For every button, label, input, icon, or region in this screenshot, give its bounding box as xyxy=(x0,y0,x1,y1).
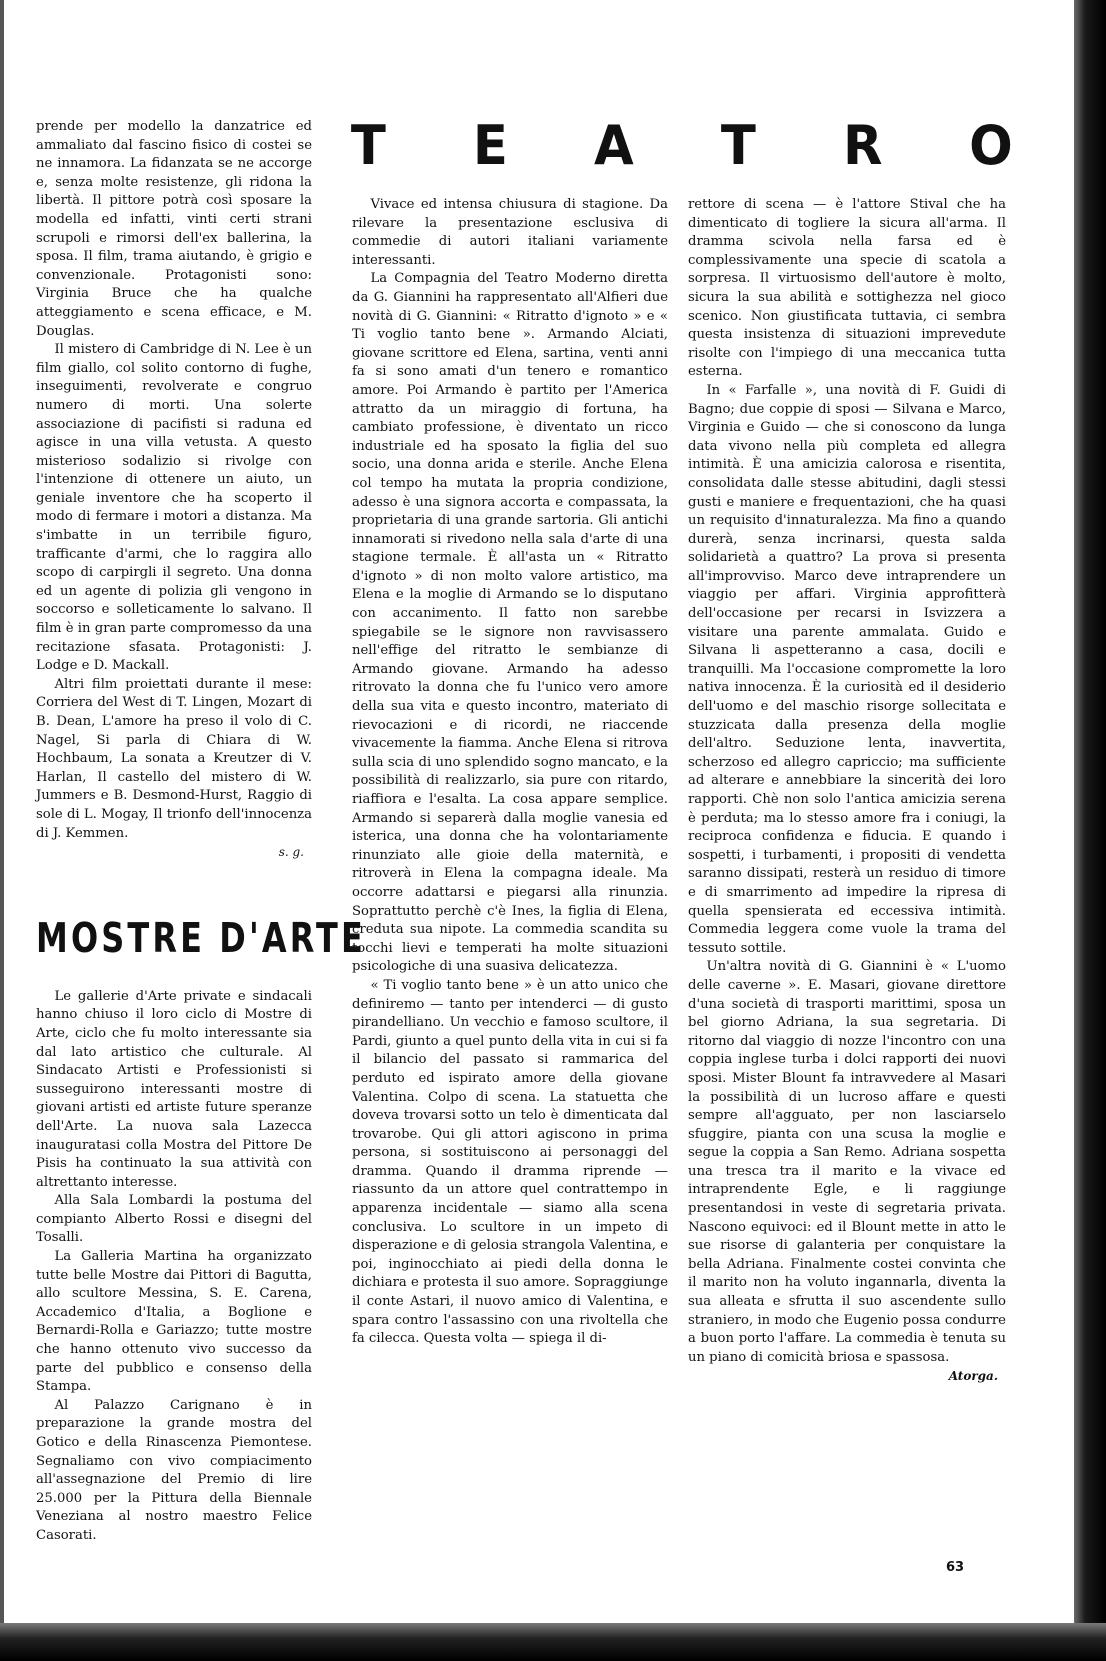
teatro-letter: T xyxy=(720,113,756,177)
film-review-paragraph: Altri film proiettati durante il mese: Corriera del West di T. Lingen, Mozart di B. Dean, L'amore ha preso il volo di C. Nagel, Si parla di Chiara di W. Hochbaum, La sonata a Kreutzer di V. Harlan, Il castello del mistero di W. Jummers e B. Desmond-Hurst, Raggio di sole di L. Mogay, Il trionfo dell'innocenza di J. Kemmen. xyxy=(36,676,312,841)
theatre-paragraph: La Compagnia del Teatro Moderno diretta da G. Giannini ha rappresentato all'Alfieri due novità di G. Giannini: « Ritratto d'ignoto » e « Ti voglio tanto bene ». Armando Alciati, giovane scrittore ed Elena, sartina, venti anni fa si sono amati d'un tenero e romantico amore. Poi Armando è partito per l'America attratto da un miraggio di fortuna, ha cambiato professione, è diventato un ricco industriale ed ha sposato la figlia del suo socio, una donna arida e sterile. Anche Elena col tempo ha mutata la propria condizione, adesso è una signora accorta e compassata, la proprietaria di una grande sartoria. Gli antichi innamorati si rivedono nella sala d'arte di una stagione termale. È all'asta un « Ritratto d'ignoto » di non molto valore artistico, ma Elena e la moglie di Armando se lo disputano con accanimento. Il fatto non sarebbe spiegabile se le signore non ravvisassero nell'effige del ritratto le sembianze di Armando giovane. Armando ha adesso ritrovato la donna che fu l'unico vero amore della sua vita e questo incontro, materiato di rievocazioni e di ricordi, ne riaccende vivacemente la fiamma. Anche Elena si ritrova sulla scia di uno splendido sogno mancato, e la possibilità di realizzarlo, sia pure con ritardo, riaffiora e l'esalta. La cosa appare semplice. Armando si separerà dalla moglie vanesia ed isterica, una donna che ha volontariamente rinunziato alle gioie della maternità, e ritroverà in Elena la compagna ideale. Ma occorre adattarsi e piegarsi alla rinunzia. Soprattutto perchè c'è Ines, la figlia di Elena, creduta sua nipote. La commedia scandita su tocchi lievi e temperati ha molte situazioni psicologiche di una suasiva delicatezza. xyxy=(352,271,668,975)
teatro-letter: O xyxy=(969,113,1013,177)
scan-edge-right xyxy=(1074,0,1106,1661)
teatro-letter: E xyxy=(472,113,508,177)
film-signature: s. g. xyxy=(278,845,304,860)
teatro-letter: A xyxy=(594,113,635,177)
scan-edge-bottom xyxy=(0,1623,1106,1661)
mostre-paragraph: Alla Sala Lombardi la postuma del compianto Alberto Rossi e disegni del Tosalli. xyxy=(36,1193,312,1246)
film-review-paragraph: prende per modello la danzatrice ed ammaliato dal fascino fisico di costei se ne innamora. La fidanzata se ne accorge e, senza molte resistenze, gli ridona la libertà. Il pittore potrà così sposare la modella ed infatti, vinti certi strani scrupoli e rimorsi dell'ex ballerina, la sposa. Il film, trama aiutando, è grigio e convenzionale. Protagonisti sono: Virginia Bruce che ha qualche atteggiamento e scena efficace, e M. Douglas. xyxy=(36,119,312,339)
scan-edge-left xyxy=(0,0,4,1661)
mostre-paragraph: Al Palazzo Carignano è in preparazione la grande mostra del Gotico e della Rinascenza Piemontese. Segnaliamo con vivo compiacimento all'assegnazione del Premio di lire 25.000 per la Pittura della Biennale Veneziana al nostro maestro Felice Casorati. xyxy=(36,1397,312,1543)
mostre-heading: MOSTRE D'ARTE xyxy=(36,913,366,962)
teatro-heading xyxy=(350,114,1014,176)
theatre-paragraph: In « Farfalle », una novità di F. Guidi di Bagno; due coppie di sposi — Silvana e Marco, Virginia e Guido — che si conoscono da lunga data vivono nella più completa ed allegra intimità. È una amicizia calorosa e risentita, consolidata dalle stesse abitudini, dagli stessi gusti e maniere e frequentazioni, che ha quasi un requisito d'innaturalezza. Ma fino a quando durerà, senza incrinarsi, questa salda solidarietà a quattro? La prova si presenta all'improvviso. Marco deve intraprendere un viaggio per affari. Virginia approfitterà dell'occasione per recarsi in Isvizzera a visitare una parente ammalata. Guido e Silvana li aspetteranno a casa, docili e tranquilli. Ma l'occasione compromette la loro nativa innocenza. È la curiosità ed il desiderio dell'uomo e del maschio risorge sollecitata e stuzzicata dalla presenza della moglie dell'altro. Seduzione lenta, inavvertita, scherzoso ed allegro capriccio; ma sufficiente ad alterare e annebbiare la sincerità dei loro rapporti. Chè non solo l'antica amicizia serena è perduta; ma lo stesso amore fra i coniugi, la reciproca confidenza e fiducia. E quando i sospetti, i turbamenti, i propositi di vendetta saranno dissipati, resterà un residuo di timore e di smarrimento ad impedire la ripresa di quella spensierata ed eccessiva intimità. Commedia leggera come vuole la trama del tessuto sottile. xyxy=(688,382,1006,956)
page-number: 63 xyxy=(946,1560,965,1575)
theatre-signature: Atorga. xyxy=(948,1369,998,1384)
teatro-letter: T xyxy=(350,113,386,177)
film-review-paragraph: Il mistero di Cambridge di N. Lee è un film giallo, col solito contorno di fughe, inseguimenti, revolverate e congruo numero di morti. Una solerte associazione di pacifisti si raduna ed agisce in una villa vetusta. A questo misterioso sodalizio si rivolge con l'intenzione di ottenere un aiuto, un geniale inventore che ha scoperto il modo di fermare i motori a distanza. Ma s'imbatte in un terribile figuro, trafficante d'armi, che lo raggira allo scopo di carpirgli il segreto. Una donna ed un agente di polizia gli vengono in soccorso e solleticamente lo salvano. Il film è in gran parte compromesso da una recitazione sfasata. Protagonisti: J. Lodge e D. Mackall. xyxy=(36,342,312,674)
teatro-letter: R xyxy=(842,113,883,177)
left-column xyxy=(36,118,366,1546)
theatre-paragraph: « Ti voglio tanto bene » è un atto unico che definiremo — tanto per intenderci — di gusto pirandelliano. Un vecchio e famoso scultore, il Pardi, giunto a quel punto della vita in cui si fa il bilancio del passato si rammarica del perduto ed ispirato amore della giovane Valentina. Colpo di scena. La statuetta che doveva trovarsi sotto un telo è dimenticata dal trovarobe. Qui gli attori agiscono in prima persona, si sostituiscono ai personaggi del dramma. Quando il dramma riprende — riassunto da un attore quel contrattempo in apparenza incidentale — siamo alla scena conclusiva. Lo scultore in un impeto di disperazione e di gelosia strangola Valentina, e poi, inginocchiato ai piedi della donna le dichiara e protesta il suo amore. Sopraggiunge il conte Astari, il nuovo amico di Valentina, e spara contro l'assassino con una rivoltella che fa cilecca. Questa volta — spiega il di- xyxy=(352,977,668,1347)
right-column xyxy=(688,196,1006,1386)
middle-column xyxy=(352,196,668,1349)
mostre-paragraph: Le gallerie d'Arte private e sindacali hanno chiuso il loro ciclo di Mostre di Arte, ciclo che fu molto interessante sia dal lato artistico che culturale. Al Sindacato Artisti e Professionisti si susseguirono interessanti mostre di giovani artisti ed artiste future speranze dell'Arte. La nuova sala Lazecca inauguratasi colla Mostra del Pittore De Pisis ha continuato la sua attività con altrettanto interesse. xyxy=(36,988,312,1190)
theatre-paragraph: rettore di scena — è l'attore Stival che ha dimenticato di togliere la sicura all'arma. Il dramma scivola nella farsa ed è complessivamente una specie di scatola a sorpresa. Il virtuosismo dell'autore è molto, sicura la sua abilità e sottighezza nel gioco scenico. Non giustificata tuttavia, ci sembra questa insistenza di situazioni imprevedute risolte con l'impiego di una meccanica tutta esterna. xyxy=(688,197,1006,380)
theatre-paragraph: Vivace ed intensa chiusura di stagione. Da rilevare la presentazione esclusiva di commedie di autori italiani variamente interessanti. xyxy=(352,197,668,268)
mostre-paragraph: La Galleria Martina ha organizzato tutte belle Mostre dai Pittori di Bagutta, allo scultore Messina, S. E. Carena, Accademico d'Italia, a Boglione e Bernardi-Rolla e Gariazzo; tutte mostre che hanno ottenuto vivo successo da parte del pubblico e consenso della Stampa. xyxy=(36,1249,312,1395)
theatre-paragraph: Un'altra novità di G. Giannini è « L'uomo delle caverne ». E. Masari, giovane direttore d'una società di trasporti marittimi, sposa un bel giorno Adriana, la sua segretaria. Di ritorno dal viaggio di nozze l'incontro con una coppia inglese turba i dolci rapporti dei nuovi sposi. Mister Blount fa intravvedere al Masari la possibilità di un lucroso affare e questi sempre all'agguato, per non lasciarselo sfuggire, pianta con una scusa la moglie e segue la coppia a San Remo. Adriana sospetta una tresca tra il marito e la vivace ed intraprendente Egle, e li raggiunge presentandosi in veste di segretaria privata. Nascono equivoci: ed il Blount mette in atto le sue risorse di galanteria per conquistare la bella Adriana. Finalmente costei convinta che il marito non ha voluto ingannarla, diventa la sua alleata e sfrutta il suo ascendente sullo straniero, in modo che Eugenio possa condurre a buon porto l'affare. La commedia è tenuta su un piano di comicità briosa e spassosa. xyxy=(688,959,1006,1365)
